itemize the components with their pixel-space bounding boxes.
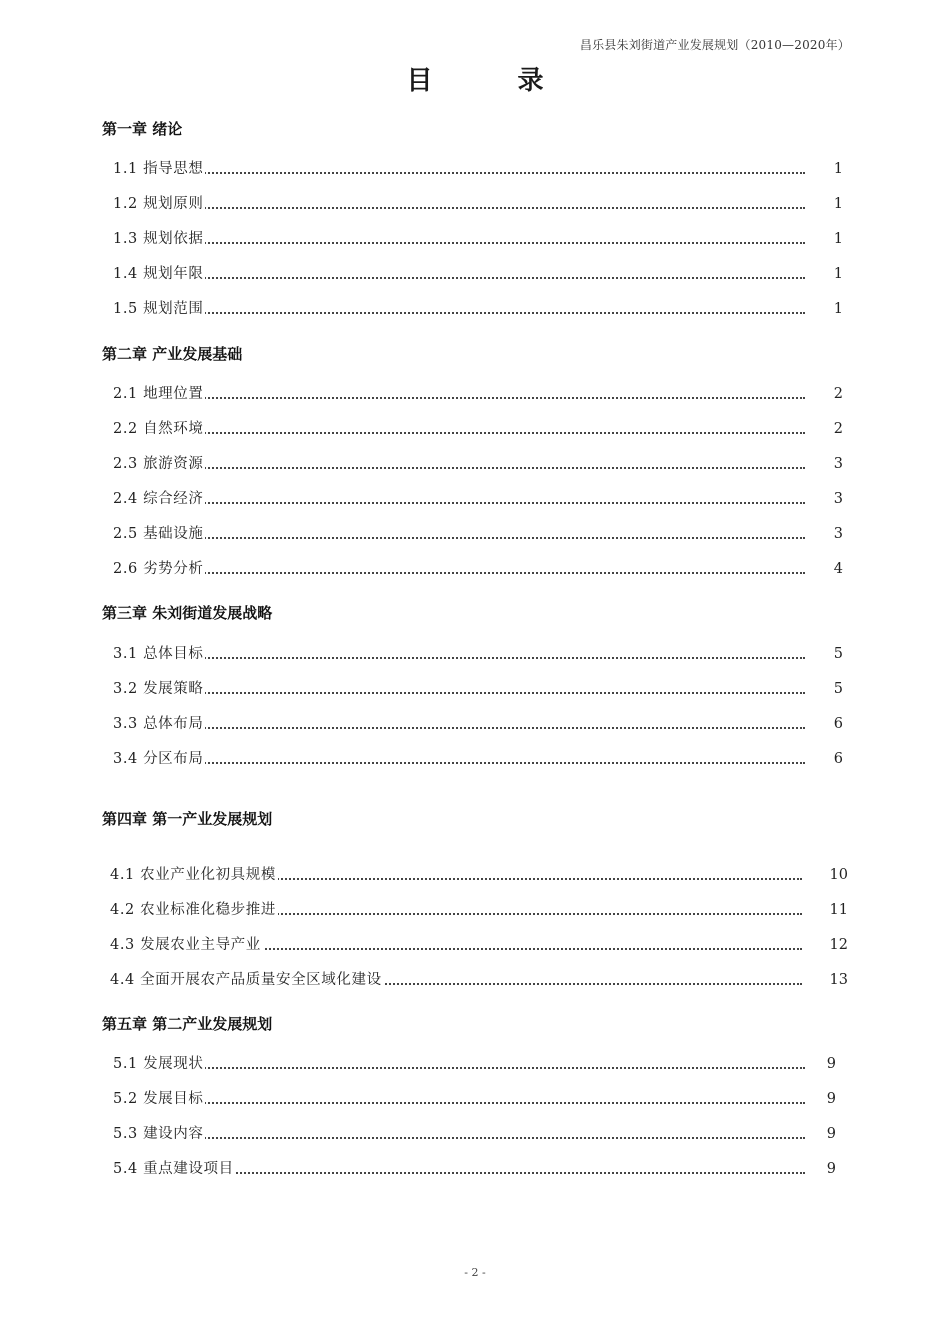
toc-entry-page-number: 11 (829, 902, 848, 918)
toc-entry[interactable] (113, 714, 843, 734)
dot-leader (113, 207, 805, 209)
toc-entry[interactable] (113, 489, 843, 509)
toc-entry-page-number: 3 (833, 491, 843, 507)
toc-entry-label: 2.1 地理位置 (113, 386, 204, 402)
chapter-heading: 第二章 产业发展基础 (102, 345, 243, 363)
toc-entry-page-number: 12 (829, 937, 848, 953)
chapter-heading: 第五章 第二产业发展规划 (102, 1015, 273, 1033)
toc-entry-page-number: 1 (833, 231, 843, 247)
toc-entry-label: 3.2 发展策略 (113, 681, 204, 697)
toc-entry-label: 3.1 总体目标 (113, 646, 204, 662)
toc-entry[interactable] (113, 1159, 836, 1179)
toc-entry-page-number: 10 (829, 867, 848, 883)
toc-entry[interactable] (110, 935, 848, 955)
toc-entry-label: 5.4 重点建设项目 (113, 1161, 234, 1177)
toc-entry-page-number: 5 (833, 681, 843, 697)
toc-entry-page-number: 9 (826, 1091, 836, 1107)
toc-entry-label: 5.1 发展现状 (113, 1056, 204, 1072)
chapter-heading: 第四章 第一产业发展规划 (102, 810, 273, 828)
dot-leader (113, 537, 805, 539)
toc-entry[interactable] (113, 524, 843, 544)
toc-entry[interactable] (113, 419, 843, 439)
toc-entry-page-number: 9 (826, 1126, 836, 1142)
toc-entry-label: 4.1 农业产业化初具规模 (110, 867, 276, 883)
dot-leader (113, 277, 805, 279)
dot-leader (113, 1137, 805, 1139)
dot-leader (113, 397, 805, 399)
toc-entry-label: 5.2 发展目标 (113, 1091, 204, 1107)
toc-entry-page-number: 1 (833, 196, 843, 212)
toc-entry-label: 1.3 规划依据 (113, 231, 204, 247)
toc-entry[interactable] (110, 865, 848, 885)
running-header: 昌乐县朱刘街道产业发展规划（2010—2020年） (579, 38, 850, 52)
toc-entry[interactable] (110, 970, 848, 990)
toc-entry-label: 5.3 建设内容 (113, 1126, 204, 1142)
dot-leader (113, 172, 805, 174)
toc-entry[interactable] (113, 749, 843, 769)
toc-entry-page-number: 5 (833, 646, 843, 662)
toc-entry-page-number: 13 (829, 972, 848, 988)
dot-leader (113, 1102, 805, 1104)
toc-entry-label: 4.3 发展农业主导产业 (110, 937, 261, 953)
chapter-heading: 第一章 绪论 (102, 120, 183, 138)
toc-entry-label: 2.6 劣势分析 (113, 561, 204, 577)
toc-entry-page-number: 1 (833, 266, 843, 282)
dot-leader (113, 242, 805, 244)
dot-leader (113, 432, 805, 434)
toc-entry-page-number: 1 (833, 301, 843, 317)
toc-entry-label: 1.5 规划范围 (113, 301, 204, 317)
toc-entry-label: 2.5 基础设施 (113, 526, 204, 542)
toc-entry-page-number: 9 (826, 1161, 836, 1177)
toc-entry-label: 4.4 全面开展农产品质量安全区域化建设 (110, 972, 382, 988)
toc-entry[interactable] (113, 1054, 836, 1074)
toc-entry-page-number: 3 (833, 526, 843, 542)
chapter-heading: 第三章 朱刘街道发展战略 (102, 604, 273, 622)
toc-entry[interactable] (113, 1124, 836, 1144)
toc-entry[interactable] (113, 1089, 836, 1109)
dot-leader (113, 727, 805, 729)
toc-entry-page-number: 2 (833, 421, 843, 437)
toc-entry-page-number: 2 (833, 386, 843, 402)
dot-leader (113, 692, 805, 694)
toc-entry[interactable] (113, 194, 843, 214)
dot-leader (113, 467, 805, 469)
toc-entry-label: 1.2 规划原则 (113, 196, 204, 212)
dot-leader (113, 1067, 805, 1069)
toc-entry-label: 2.2 自然环境 (113, 421, 204, 437)
toc-entry[interactable] (113, 299, 843, 319)
toc-entry[interactable] (113, 159, 843, 179)
toc-entry-label: 1.4 规划年限 (113, 266, 204, 282)
page-number: - 2 - (464, 1266, 486, 1279)
toc-entry-label: 3.4 分区布局 (113, 751, 204, 767)
toc-entry-label: 4.2 农业标准化稳步推进 (110, 902, 276, 918)
toc-entry-page-number: 1 (833, 161, 843, 177)
toc-entry-page-number: 6 (833, 751, 843, 767)
dot-leader (113, 657, 805, 659)
toc-entry[interactable] (113, 559, 843, 579)
toc-entry[interactable] (113, 679, 843, 699)
toc-entry[interactable] (110, 900, 848, 920)
toc-entry-page-number: 3 (833, 456, 843, 472)
dot-leader (113, 762, 805, 764)
toc-entry-page-number: 6 (833, 716, 843, 732)
dot-leader (113, 502, 805, 504)
toc-entry-label: 2.4 综合经济 (113, 491, 204, 507)
toc-title: 目 录 (406, 66, 582, 96)
toc-entry-label: 1.1 指导思想 (113, 161, 204, 177)
dot-leader (113, 572, 805, 574)
toc-entry-label: 2.3 旅游资源 (113, 456, 204, 472)
toc-entry-page-number: 4 (833, 561, 843, 577)
toc-entry-page-number: 9 (826, 1056, 836, 1072)
dot-leader (113, 312, 805, 314)
toc-entry[interactable] (113, 454, 843, 474)
toc-entry[interactable] (113, 644, 843, 664)
toc-entry[interactable] (113, 384, 843, 404)
toc-entry[interactable] (113, 229, 843, 249)
toc-entry-label: 3.3 总体布局 (113, 716, 204, 732)
toc-entry[interactable] (113, 264, 843, 284)
